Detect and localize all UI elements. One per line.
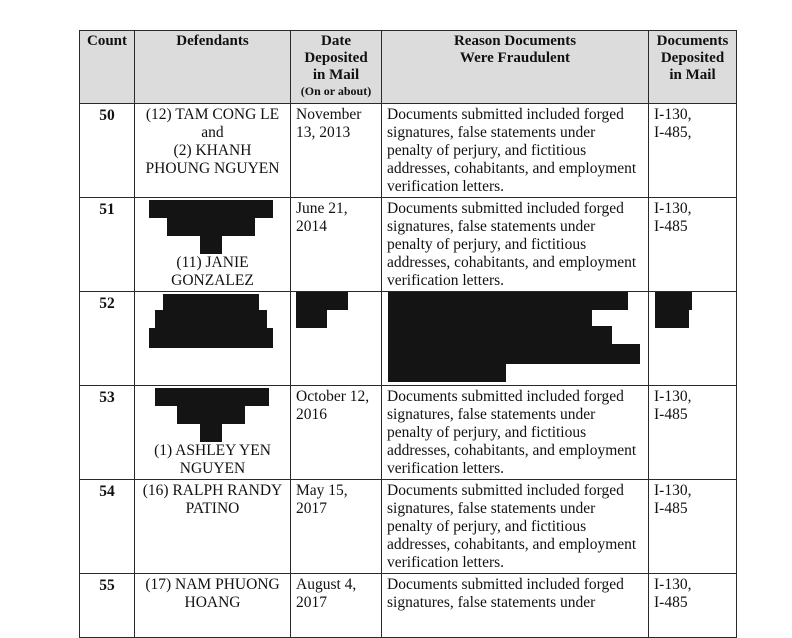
redaction-block	[167, 218, 255, 236]
header-row	[80, 31, 737, 104]
defendant-line: PATINO	[185, 500, 240, 517]
redaction-block	[200, 424, 222, 442]
defendants-cell	[135, 386, 291, 480]
defendant-line: (2) KHANH	[173, 142, 252, 159]
document-line: I-130,	[654, 576, 692, 593]
defendants-cell	[135, 292, 291, 386]
reason-line: verification letters.	[387, 460, 505, 477]
defendant-line: (17) NAM PHUONG	[145, 576, 280, 593]
reason-line: addresses, cohabitants, and employment	[387, 254, 637, 271]
reason-line: penalty of perjury, and fictitious	[387, 424, 587, 441]
table-row	[80, 198, 737, 292]
defendants-wrap	[135, 200, 290, 291]
document-line: I-485	[654, 218, 688, 235]
header-documents-line: Documents	[656, 33, 729, 49]
reason-line: signatures, false statements under	[387, 500, 596, 517]
document-line: I-130,	[654, 200, 692, 217]
reason-line: verification letters.	[387, 272, 505, 289]
date-line: May 15,	[296, 482, 348, 499]
reason-line: Documents submitted included forged	[387, 106, 624, 123]
count-cell: 52	[80, 292, 135, 386]
reason-line: addresses, cohabitants, and employment	[387, 442, 637, 459]
header-reason-line: Reason Documents	[453, 33, 577, 49]
redaction-block	[149, 200, 273, 218]
date-cell	[291, 292, 382, 386]
defendant-line: GONZALEZ	[171, 272, 254, 289]
defendants-cell	[135, 574, 291, 638]
reason-line: verification letters.	[387, 554, 505, 571]
reason-line: Documents submitted included forged	[387, 200, 624, 217]
date-line: 2017	[296, 594, 327, 611]
documents-cell	[649, 574, 737, 638]
redaction-block	[155, 310, 267, 330]
date-line: November	[296, 106, 362, 123]
defendants-cell	[135, 104, 291, 198]
header-documents-line: in Mail	[669, 67, 716, 83]
reason-cell	[382, 480, 649, 574]
redaction-block	[149, 328, 273, 348]
date-cell	[291, 198, 382, 292]
defendants-wrap	[135, 388, 290, 479]
reason-line: Documents submitted included forged	[387, 482, 624, 499]
date-line: 2014	[296, 218, 327, 235]
reason-line: verification letters.	[387, 178, 505, 195]
header-date-line: in Mail	[312, 67, 360, 83]
document-line: I-130,	[654, 482, 692, 499]
reason-line: signatures, false statements under	[387, 218, 596, 235]
redaction-block	[200, 236, 222, 254]
documents-cell	[649, 104, 737, 198]
date-line: 2017	[296, 500, 327, 517]
redaction-block	[177, 406, 245, 424]
defendant-line: (1) ASHLEY YEN	[154, 442, 271, 459]
header-date-line: Date	[321, 33, 351, 49]
header-date-sub: (On or about)	[300, 84, 372, 98]
count-cell: 53	[80, 386, 135, 480]
documents-cell	[649, 292, 737, 386]
document-line: I-485	[654, 500, 688, 517]
header-defendants: Defendants	[135, 31, 291, 104]
documents-cell	[649, 480, 737, 574]
count-cell: 51	[80, 198, 135, 292]
count-cell: 54	[80, 480, 135, 574]
defendant-line: (11) JANIE	[176, 254, 249, 271]
date-line: August 4,	[296, 576, 357, 593]
redaction-block	[388, 344, 640, 364]
table-row	[80, 386, 737, 480]
header-date	[291, 31, 382, 104]
document-page	[79, 30, 736, 638]
reason-line: signatures, false statements under	[387, 406, 596, 423]
redaction-block	[388, 326, 612, 346]
table-row	[80, 574, 737, 638]
reason-cell	[382, 104, 649, 198]
redaction-block	[388, 308, 592, 328]
date-cell	[291, 104, 382, 198]
date-line: October 12,	[296, 388, 370, 405]
date-cell	[291, 386, 382, 480]
reason-line: penalty of perjury, and fictitious	[387, 142, 587, 159]
reason-cell	[382, 198, 649, 292]
header-date-line: Deposited	[304, 50, 368, 66]
document-line: I-130,	[654, 106, 692, 123]
reason-cell	[382, 292, 649, 386]
header-reason-line: Were Fraudulent	[459, 50, 571, 66]
redaction-block	[655, 308, 689, 328]
defendant-line: NGUYEN	[179, 460, 246, 477]
defendant-line: HOANG	[184, 594, 241, 611]
header-documents	[649, 31, 737, 104]
documents-cell	[649, 386, 737, 480]
table-row	[80, 292, 737, 386]
reason-cell	[382, 574, 649, 638]
redaction-block	[296, 308, 327, 328]
defendant-line: (16) RALPH RANDY	[142, 482, 283, 499]
defendant-name-block	[135, 442, 290, 478]
date-cell	[291, 574, 382, 638]
reason-cell	[382, 386, 649, 480]
reason-line: signatures, false statements under	[387, 124, 596, 141]
reason-line: penalty of perjury, and fictitious	[387, 518, 587, 535]
document-line: I-485	[654, 406, 688, 423]
defendants-wrap	[135, 294, 290, 385]
header-reason	[382, 31, 649, 104]
defendants-cell	[135, 480, 291, 574]
defendant-name-block	[135, 254, 290, 290]
date-line: June 21,	[296, 200, 348, 217]
defendants-cell	[135, 198, 291, 292]
date-line: 2016	[296, 406, 327, 423]
header-documents-line: Deposited	[660, 50, 725, 66]
redaction-block	[155, 388, 269, 406]
reason-line: penalty of perjury, and fictitious	[387, 236, 587, 253]
reason-line: Documents submitted included forged	[387, 576, 624, 593]
table-row	[80, 104, 737, 198]
reason-line: signatures, false statements under	[387, 594, 596, 611]
documents-cell	[649, 198, 737, 292]
table-row	[80, 480, 737, 574]
document-line: I-485	[654, 594, 688, 611]
document-line: I-130,	[654, 388, 692, 405]
defendant-line: PHOUNG NGUYEN	[145, 160, 280, 177]
reason-line: addresses, cohabitants, and employment	[387, 160, 637, 177]
date-line: 13, 2013	[296, 124, 351, 141]
redaction-block	[388, 362, 506, 382]
reason-line: addresses, cohabitants, and employment	[387, 536, 637, 553]
defendant-line: (12) TAM CONG LE	[145, 106, 280, 123]
reason-line: Documents submitted included forged	[387, 388, 624, 405]
count-cell: 55	[80, 574, 135, 638]
date-cell	[291, 480, 382, 574]
count-cell: 50	[80, 104, 135, 198]
counts-table	[79, 30, 737, 638]
header-count: Count	[80, 31, 135, 104]
document-line: I-485,	[654, 124, 692, 141]
defendant-line: and	[201, 124, 224, 141]
